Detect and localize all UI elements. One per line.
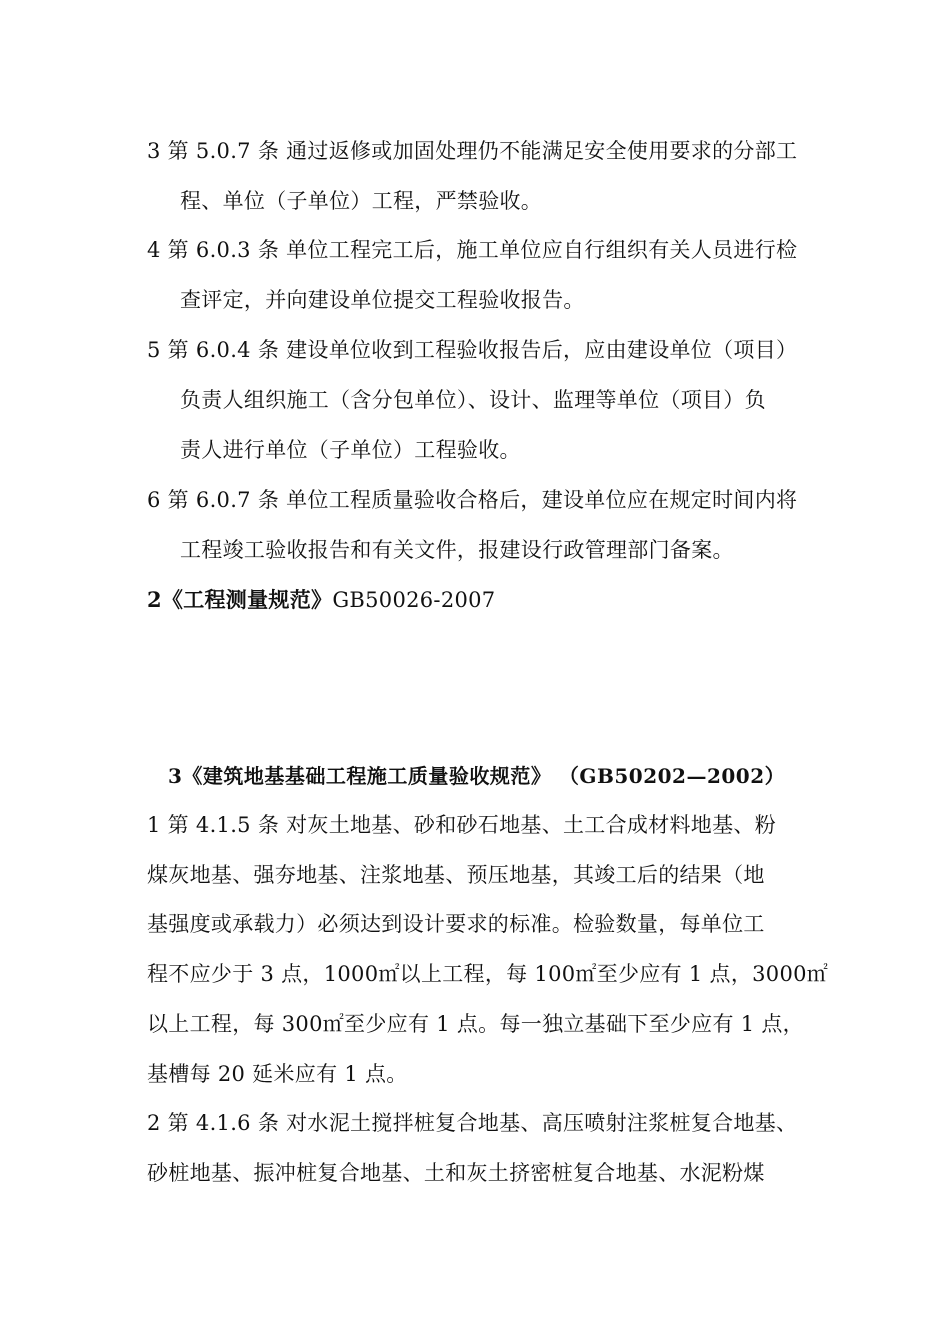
heading-engineering-survey — [147, 586, 495, 614]
clause-4-1-5-line-1: 1 第 4.1.5 条 对灰土地基、砂和砂石地基、土工合成材料地基、粉 — [147, 813, 776, 837]
clause-6-0-4-line-3: 责人进行单位（子单位）工程验收。 — [180, 438, 521, 462]
clause-4-1-5-line-6: 基槽每 20 延米应有 1 点。 — [147, 1062, 408, 1086]
clause-4-1-6-line-2: 砂桩地基、振冲桩复合地基、土和灰土挤密桩复合地基、水泥粉煤 — [147, 1161, 765, 1185]
clause-5-0-7-line-1: 3 第 5.0.7 条 通过返修或加固处理仍不能满足安全使用要求的分部工 — [147, 139, 798, 163]
heading-engineering-survey-title: 2《工程测量规范》 — [147, 587, 333, 612]
heading-foundation-acceptance: 3《建筑地基基础工程施工质量验收规范》 （GB50202—2002） — [168, 764, 786, 788]
clause-6-0-7-line-1: 6 第 6.0.7 条 单位工程质量验收合格后，建设单位应在规定时间内将 — [147, 488, 798, 512]
clause-6-0-4-line-2: 负责人组织施工（含分包单位）、设计、监理等单位（项目）负 — [180, 388, 766, 412]
clause-4-1-5-line-5: 以上工程，每 300㎡至少应有 1 点。每一独立基础下至少应有 1 点， — [147, 1012, 804, 1036]
clause-6-0-3-line-1: 4 第 6.0.3 条 单位工程完工后，施工单位应自行组织有关人员进行检 — [147, 238, 798, 262]
clause-4-1-5-line-2: 煤灰地基、强夯地基、注浆地基、预压地基，其竣工后的结果（地 — [147, 863, 765, 887]
clause-6-0-4-line-1: 5 第 6.0.4 条 建设单位收到工程验收报告后，应由建设单位（项目） — [147, 338, 798, 362]
clause-5-0-7-line-2: 程、单位（子单位）工程，严禁验收。 — [180, 189, 543, 213]
clause-4-1-6-line-1: 2 第 4.1.6 条 对水泥土搅拌桩复合地基、高压喷射注浆桩复合地基、 — [147, 1111, 798, 1135]
heading-engineering-survey-code: GB50026-2007 — [332, 588, 496, 612]
clause-6-0-3-line-2: 查评定，并向建设单位提交工程验收报告。 — [180, 288, 585, 312]
clause-4-1-5-line-3: 基强度或承载力）必须达到设计要求的标准。检验数量，每单位工 — [147, 912, 765, 936]
clause-4-1-5-line-4: 程不应少于 3 点，1000㎡以上工程，每 100㎡至少应有 1 点，3000㎡ — [147, 962, 829, 986]
clause-6-0-7-line-2: 工程竣工验收报告和有关文件，报建设行政管理部门备案。 — [180, 538, 734, 562]
